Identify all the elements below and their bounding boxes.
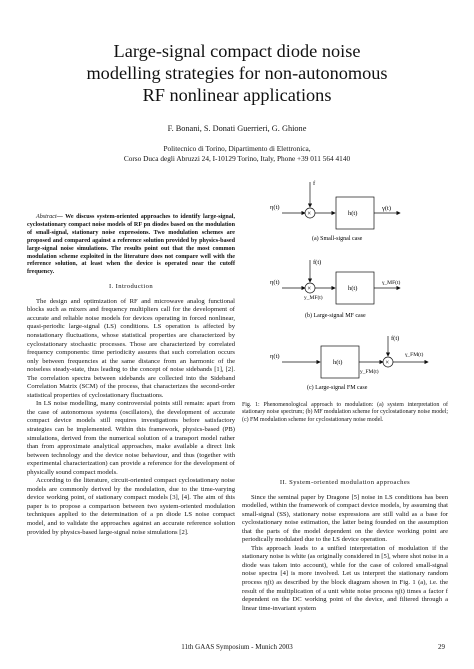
diagram-c — [270, 335, 428, 391]
caption-b: (b) Large-signal MF case — [305, 313, 366, 319]
eta-label-c: η(t) — [270, 353, 280, 360]
caption-c: (c) Large-signal FM case — [307, 385, 368, 391]
affiliation — [0, 144, 474, 163]
sys-paragraph-2: This approach leads to a unified interpretation of modulation if the stationary noise is white (as originally considered in [5], where shot noise in a diode was taken into account), while for the case of colored small-signal noise spectra [4] is more involved. Let us interpret the stationary random process η(t) as described by the block diagram shown in Fig. 1 (a), i.e. the result of the multiplication of a unit white noise process η(t) times a factor f dependent on the DC working point of the device, and filtered through a linear time-invariant system — [242, 544, 448, 612]
block-diagrams — [242, 180, 448, 400]
gamma-label-a: γ(t) — [382, 205, 392, 212]
intro-paragraph-3: According to the literature, circuit-oriented compact cyclostationary noise models are commonly derived by the modulation, due to the time-varying device working point, of stationary compact models [3], [4]. The aim of this paper is to propose a comparison between two system-oriented modulation techniques applied to the determination of a pn diode LS noise compact model, and to validate the approaches against an accurate reference solution provided by physics-based large-signal noise simulations [2]. — [27, 477, 235, 536]
affiliation-line-2: Corso Duca degli Abruzzi 24, I-10129 Torino, Italy, Phone +39 011 564 4140 — [123, 153, 351, 163]
svg-text:×: × — [307, 209, 312, 218]
section-heading-system-oriented: II. System-oriented modulation approaches — [279, 479, 411, 486]
diagram-b — [270, 259, 400, 319]
ft-label-c: f(t) — [391, 335, 400, 342]
eta-label-a: η(t) — [270, 204, 280, 211]
affiliation-line-1: Politecnico di Torino, Dipartimento di Elettronica, — [163, 144, 311, 153]
abstract-text: — We discuss system-oriented approaches to identify large-signal, cyclostationary compact noise models of RF pn diodes based on the modulation of small-signal, stationary noise expressions. Two modulation schemes are proposed and compared against a reference solution provided by physics-based large-signal noise simulations. The results point out that the most common modulation scheme exploited in the literature does not compare well with the reference solution, at least when the device is operated near the cutoff frequency. — [27, 214, 235, 276]
authors: F. Bonani, S. Donati Guerrieri, G. Ghione — [167, 124, 307, 133]
abstract — [27, 214, 235, 277]
page-number: 29 — [438, 643, 445, 651]
title-line-2: modelling strategies for non-autonomous — [86, 63, 388, 83]
ft-label-b: f(t) — [313, 259, 322, 266]
footer-conference: 11th GAAS Symposium - Munich 2003 — [181, 643, 293, 651]
abstract-label: Abstract — [36, 214, 57, 220]
sys-paragraph-1: Since the seminal paper by Dragone [5] noise in LS conditions has been modelled, within the framework of compact device models, by assuming that small-signal (SS), stationary noise expressions are still valid as a base for cyclostationary noise estimation, the latter being founded on the assumption that the parts of the model dependent on the device working point are periodically modulated due to the LS device operation. — [242, 493, 448, 544]
svg-text:×: × — [385, 358, 390, 367]
y-mf-label: y_MF(t) — [304, 295, 323, 301]
paper-title — [30, 40, 444, 106]
caption-a: (a) Small-signal case — [312, 236, 363, 242]
title-line-1: Large-signal compact diode noise — [113, 41, 361, 61]
section-heading-introduction: I. Introduction — [108, 283, 154, 291]
right-column — [242, 473, 448, 613]
gamma-fm-label: γ_FM(t) — [405, 352, 424, 358]
figure-caption: Fig. 1: Phenomenological approach to modulation: (a) system interpretation of stationary noise spectrum; (b) MF modulation scheme for cyclostationary noise model; (c) FM modulation scheme for cyclostationary noise model. — [242, 402, 448, 423]
h-label-b: h(t) — [348, 285, 358, 292]
svg-text:×: × — [307, 284, 312, 293]
intro-paragraph-1: The design and optimization of RF and microwave analog functional blocks such as mixers and frequency multipliers call for the development of accurate and reliable noise models for devices operating in forced nonlinear, quasi-periodic large-signal (LS) conditions. LS operation is affected by nonstationary fluctuations, whose statistical properties are characterized by cyclostationary stochastic processes. Those are characterized by correlated frequency components: time periodicity assures that such correlation occurs only between frequencies at the same distance from an harmonic of the noiseless steady-state, thus leading to the concept of noise sidebands [1], [2]. The correlation spectra between sidebands are collected into the Sideband Correlation Matrix (SCM) of the process, that characterizes the second-order statistical properties of cyclostationary fluctuations. — [27, 297, 235, 399]
y-fm-label: y_FM(t) — [360, 369, 379, 375]
h-label-a: h(t) — [348, 210, 358, 217]
eta-label-b: η(t) — [270, 279, 280, 286]
h-label-c: h(t) — [333, 359, 343, 366]
intro-paragraph-2: In LS noise modelling, many controversial points still remain: apart from the case of autonomous systems (oscillators), the development of accurate compact device models still requires investigations before satisfactory strategies can be implemented. Within this framework, physics-based (PB) simulations, derived from the numerical solution of a transport model rather than from approximate analytical approaches, make available a direct link between technology and the device noise behaviour, and thus (together with experimental characterization) can provide a reference for the development of physically sound compact models. — [27, 400, 235, 476]
left-column — [27, 214, 235, 537]
diagram-a — [270, 180, 400, 242]
title-line-3: RF nonlinear applications — [142, 85, 332, 105]
f-label-a: f — [313, 180, 316, 187]
figure-1 — [242, 180, 448, 400]
gamma-mf-label: γ_MF(t) — [382, 280, 401, 286]
